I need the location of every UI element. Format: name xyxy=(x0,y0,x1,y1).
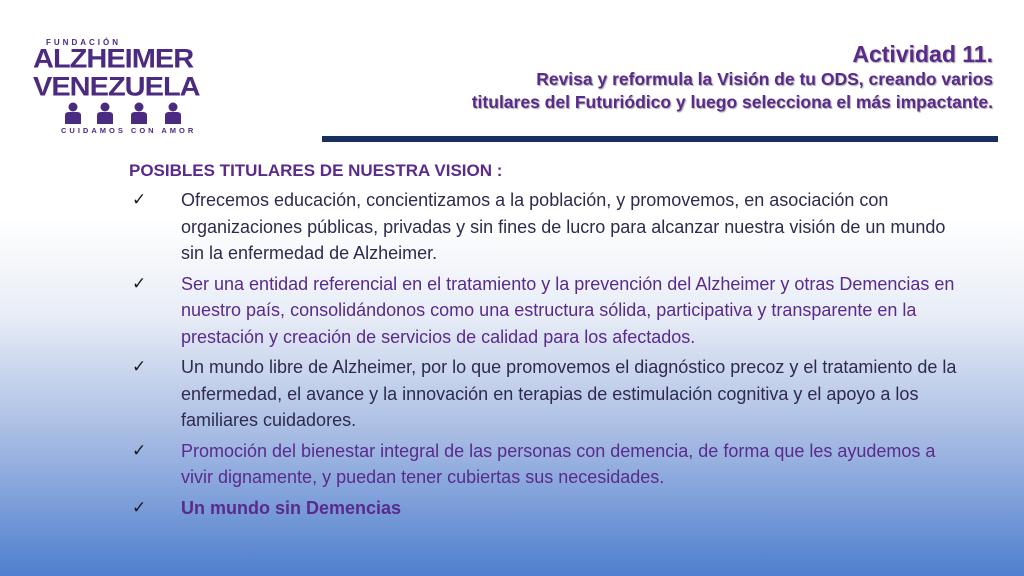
slide-header xyxy=(472,41,993,114)
list-item xyxy=(129,271,989,351)
list-item-text: Ser una entidad referencial en el tratamiento y la prevención del Alzheimer y otras Demencias en nuestro país, consolidándonos como una estructura sólida, participativa y transparente en la prestación y creación de servicios de calidad para los afectados. xyxy=(181,273,955,347)
header-divider xyxy=(322,136,998,142)
people-icon xyxy=(63,102,193,124)
activity-title: Actividad 11. xyxy=(852,41,993,67)
logo-line-1: ALZHEIMER xyxy=(33,44,194,74)
check-icon: ✓ xyxy=(132,357,147,377)
list-item-text: Un mundo libre de Alzheimer, por lo que promovemos el diagnóstico precoz y el tratamiento de la enfermedad, el avance y la innovación en terapias de estimulación cognitiva y el apoyo a los familiares cuidadores. xyxy=(181,357,957,430)
list-item xyxy=(129,354,989,434)
activity-subtitle-2: titulares del Futuriódico y luego selecciona el más impactante. xyxy=(471,92,993,112)
check-icon: ✓ xyxy=(132,497,147,518)
list-item-text: Promoción del bienestar integral de las personas con demencia, de forma que les ayudemos a vivir dignamente, y puedan tener cubiertas sus necesidades. xyxy=(181,440,936,487)
check-icon: ✓ xyxy=(132,190,147,210)
logo-tagline: CUIDAMOS CON AMOR xyxy=(61,126,197,135)
activity-subtitle-1: Revisa y reformula la Visión de tu ODS, creando varios xyxy=(536,69,993,89)
list-item-text: Ofrecemos educación, concientizamos a la población, y promovemos, en asociación con organizaciones públicas, privadas y sin fines de lucro para alcanzar nuestra visión de un mundo sin la enfermedad de Alzheimer. xyxy=(181,190,946,263)
foundation-logo xyxy=(33,38,200,136)
check-icon: ✓ xyxy=(132,440,147,461)
list-item xyxy=(129,438,989,491)
headlines-section xyxy=(129,159,989,525)
check-icon: ✓ xyxy=(132,273,147,294)
logo-line-2: VENEZUELA xyxy=(33,72,200,102)
list-item xyxy=(129,187,989,267)
list-item-text: Un mundo sin Demencias xyxy=(181,497,402,518)
list-item xyxy=(129,495,989,522)
logo-top-text: FUNDACIÓN xyxy=(46,38,121,47)
section-heading: POSIBLES TITULARES DE NUESTRA VISION : xyxy=(129,161,503,180)
